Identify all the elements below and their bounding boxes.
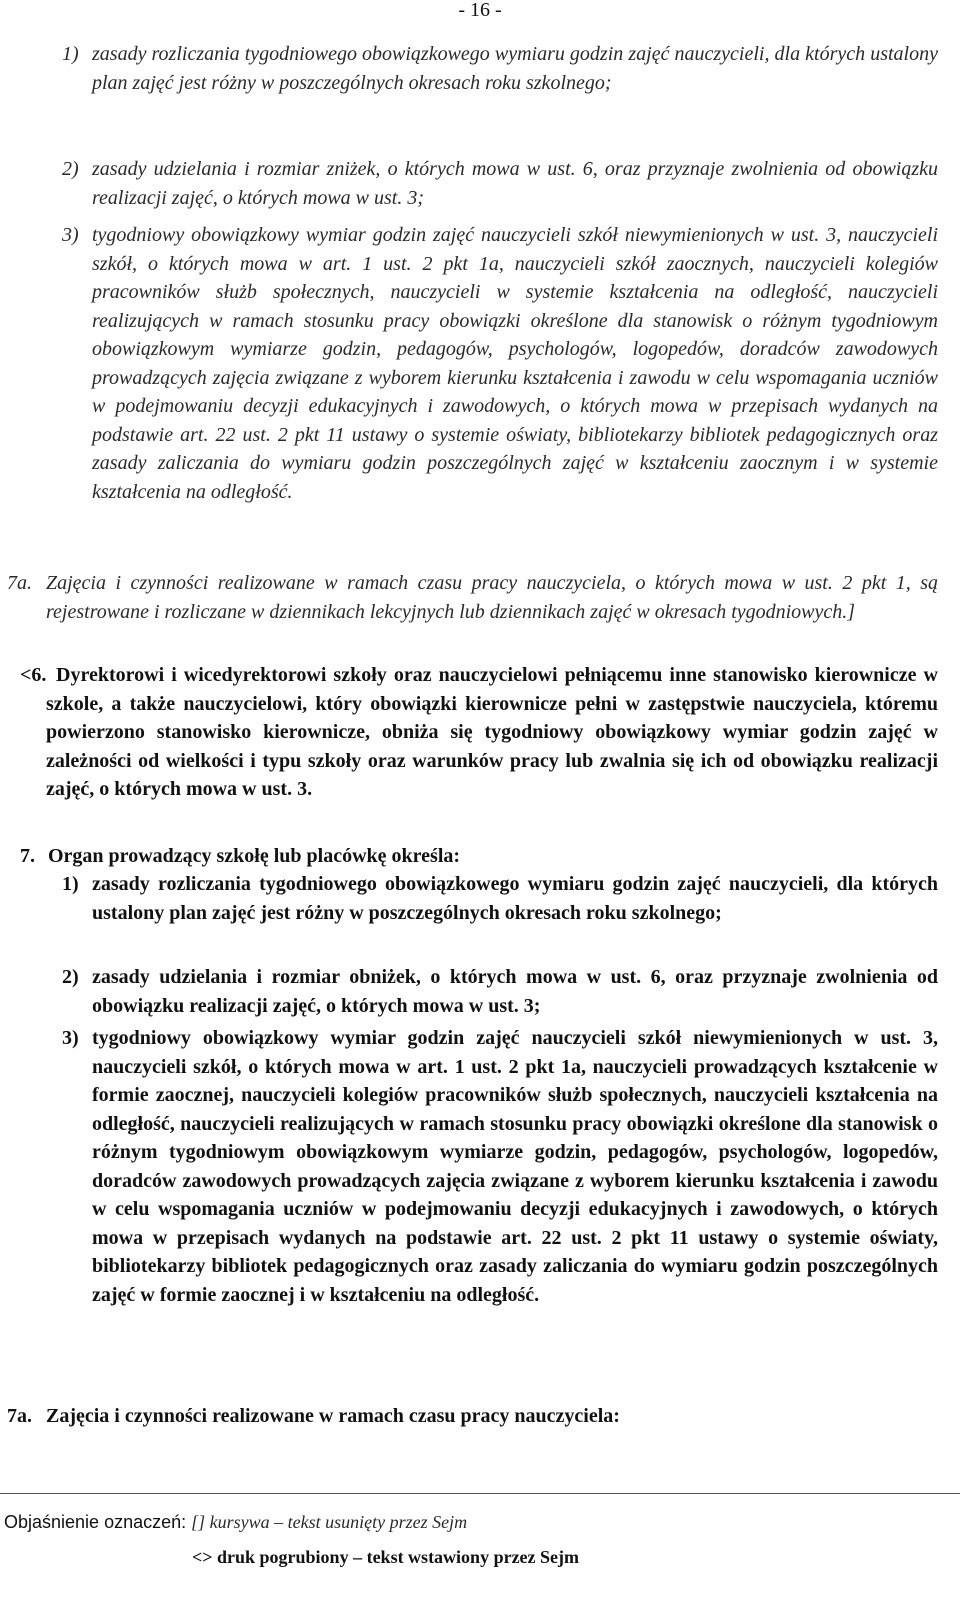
old-paragraph-7a bbox=[7, 569, 938, 626]
old-item-2-text: zasady udzielania i rozmiar zniżek, o których mowa w ust. 6, oraz przyznaje zwolnienia od obowiązku realizacji zajęć, o których mowa w ust. 3; bbox=[92, 158, 938, 209]
old-item-2-number: 2) bbox=[62, 158, 79, 180]
new-paragraph-6-number: <6. bbox=[20, 664, 47, 686]
new-item-2-number: 2) bbox=[62, 966, 79, 988]
old-item-3-text: tygodniowy obowiązkowy wymiar godzin zajęć nauczycieli szkół niewymienionych w ust. 3, nauczycieli szkół, o których mowa w art. 1 ust. 2 pkt 1a, nauczycieli szkół zaocznych, nauczycieli kolegiów pracowników służb społecznych, nauczycieli w systemie kształcenia na odległość, nauczycieli realizujących w ramach stosunku pracy obowiązki określone dla stanowisk o różnym tygodniowym obowiązkowym wymiarze godzin, pedagogów, psychologów, logopedów, doradców zawodowych prowadzących zajęcia związane z wyborem kierunku kształcenia i zawodu w celu wspomagania uczniów w podejmowaniu decyzji edukacyjnych i zawodowych, o których mowa w przepisach wydanych na podstawie art. 22 ust. 2 pkt 11 ustawy o systemie oświaty, bibliotekarzy bibliotek pedagogicznych oraz zasady zaliczania do wymiaru godzin poszczególnych zajęć w kształceniu zaocznym i w systemie kształcenia na odległość. bbox=[92, 224, 938, 503]
old-paragraph-7a-text: Zajęcia i czynności realizowane w ramach czasu pracy nauczyciela, o których mowa w ust. 2 pkt 1, są rejestrowane i rozliczane w dziennikach lekcyjnych lub dziennikach zajęć w okresach tygodniowych.] bbox=[46, 572, 938, 623]
new-paragraph-7-number: 7. bbox=[20, 845, 35, 867]
old-item-1 bbox=[62, 40, 938, 97]
new-paragraph-6 bbox=[20, 661, 938, 804]
new-item-2 bbox=[62, 963, 938, 1020]
new-item-1-number: 1) bbox=[62, 873, 79, 895]
new-paragraph-6-text: Dyrektorowi i wicedyrektorowi szkoły oraz nauczycielowi pełniącemu inne stanowisko kierownicze w szkole, a także nauczycielowi, który obowiązki kierownicze pełni w zastępstwie nauczyciela, któremu powierzono stanowisko kierownicze, obniża się tygodniowy obowiązkowy wymiar godzin zajęć w zależności od wielkości i typu szkoły oraz warunków pracy lub zwalnia się ich od obowiązku realizacji zajęć, o których mowa w ust. 3. bbox=[46, 664, 938, 800]
old-item-3-number: 3) bbox=[62, 224, 79, 246]
legend-label: Objaśnienie oznaczeń: bbox=[4, 1512, 187, 1532]
page-number: - 16 - bbox=[458, 0, 502, 21]
new-paragraph-7-text: Organ prowadzący szkołę lub placówkę określa: bbox=[48, 845, 461, 867]
new-item-3-text: tygodniowy obowiązkowy wymiar godzin zajęć nauczycieli szkół niewymienionych w ust. 3, nauczycieli szkół, o których mowa w art. 1 ust. 2 pkt 1a, nauczycieli prowadzących kształcenie w formie zaocznej, nauczycieli kolegiów pracowników służb społecznych, nauczycieli kształcenia na odległość, nauczycieli realizujących w ramach stosunku pracy obowiązki określone dla stanowisk o różnym tygodniowym obowiązkowym wymiarze godzin, pedagogów, psychologów, logopedów, doradców zawodowych prowadzących zajęcia związane z wyborem kierunku kształcenia i zawodu w celu wspomagania uczniów w podejmowaniu decyzji edukacyjnych i zawodowych, o których mowa w przepisach wydanych na podstawie art. 22 ust. 2 pkt 11 ustawy o systemie oświaty, bibliotekarzy bibliotek pedagogicznych oraz zasady zaliczania do wymiaru godzin poszczególnych zajęć w formie zaocznej i w kształceniu na odległość. bbox=[92, 1027, 938, 1306]
new-paragraph-7 bbox=[20, 842, 938, 871]
new-item-2-text: zasady udzielania i rozmiar obniżek, o których mowa w ust. 6, oraz przyznaje zwolnienia od obowiązku realizacji zajęć, o których mowa w ust. 3; bbox=[92, 966, 938, 1017]
new-item-1 bbox=[62, 870, 938, 927]
new-paragraph-7a-number: 7a. bbox=[7, 1405, 32, 1427]
new-item-1-text: zasady rozliczania tygodniowego obowiązkowego wymiaru godzin zajęć nauczycieli, dla których ustalony plan zajęć jest różny w poszczególnych okresach roku szkolnego; bbox=[92, 873, 938, 924]
old-paragraph-7a-number: 7a. bbox=[7, 572, 32, 594]
footer-divider bbox=[0, 1493, 960, 1494]
legend-line-1 bbox=[4, 1513, 467, 1531]
new-item-3-number: 3) bbox=[62, 1027, 79, 1049]
old-item-3 bbox=[62, 221, 938, 506]
new-item-3 bbox=[62, 1024, 938, 1309]
new-paragraph-7a bbox=[7, 1402, 938, 1431]
old-item-2 bbox=[62, 155, 938, 212]
old-item-1-text: zasady rozliczania tygodniowego obowiązkowego wymiaru godzin zajęć nauczycieli, dla których ustalony plan zajęć jest różny w poszczególnych okresach roku szkolnego; bbox=[92, 43, 938, 94]
old-item-1-number: 1) bbox=[62, 43, 79, 65]
legend-bold-note: <> druk pogrubiony – tekst wstawiony przez Sejm bbox=[192, 1547, 580, 1567]
legend-italic-note: [] kursywa – tekst usunięty przez Sejm bbox=[191, 1512, 468, 1532]
new-paragraph-7a-text: Zajęcia i czynności realizowane w ramach czasu pracy nauczyciela: bbox=[46, 1405, 620, 1427]
